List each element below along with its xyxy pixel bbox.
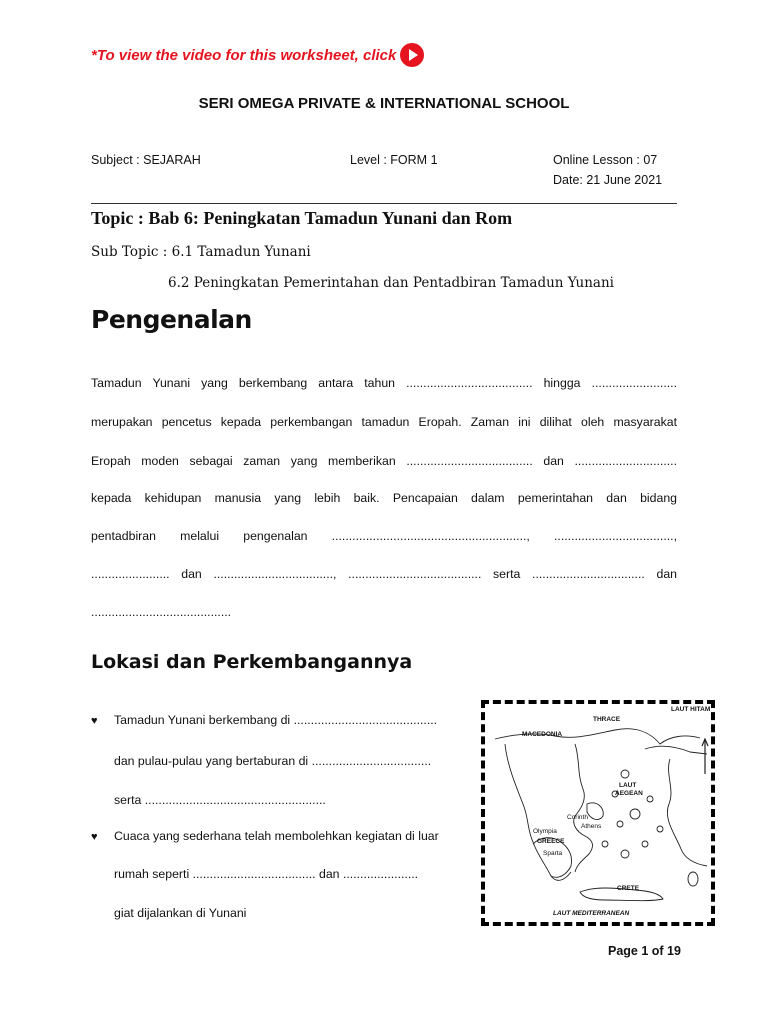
greece-map [481, 700, 715, 926]
pengenalan-line: Eropah moden sebagai zaman yang memberikan ..................................... dan .............................. [91, 454, 677, 468]
map-label: MACEDONIA [522, 731, 563, 738]
map-label: AEGEAN [615, 790, 643, 797]
map-label: GREECE [537, 838, 565, 845]
bullet-continuation: serta ..................................................... [114, 793, 326, 807]
pengenalan-line: pentadbiran melalui pengenalan ........................................................., ..................................., [91, 529, 677, 543]
bullet-text: Cuaca yang sederhana telah membolehkan kegiatan di luar [114, 829, 439, 843]
list-item [91, 713, 437, 727]
topic-title: Topic : Bab 6: Peningkatan Tamadun Yunani dan Rom [91, 208, 513, 228]
page-number [608, 944, 681, 958]
heart-icon: ♥ [91, 831, 98, 843]
bullet-continuation: dan pulau-pulau yang bertaburan di ................................... [114, 754, 432, 768]
video-link-text: *To view the video for this worksheet, click [91, 46, 397, 64]
school-name: SERI OMEGA PRIVATE & INTERNATIONAL SCHOOL [198, 95, 570, 112]
map-label: Athens [581, 823, 602, 830]
video-link[interactable] [91, 43, 424, 67]
divider [91, 203, 677, 204]
pengenalan-line: ....................... dan ..................................., ....................................... serta ................................. dan [91, 567, 677, 581]
subtopic-1: Sub Topic : 6.1 Tamadun Yunani [91, 244, 311, 260]
page-number-text: Page 1 of 19 [608, 944, 681, 958]
pengenalan-line: ......................................... [91, 605, 232, 619]
map-label: LAUT HITAM [671, 706, 711, 713]
bullet-continuation: rumah seperti .................................... dan ...................... [114, 867, 419, 881]
subject-label: Subject : SEJARAH [91, 153, 201, 167]
pengenalan-line: Tamadun Yunani yang berkembang antara tahun ..................................... hingga ......................... [91, 376, 677, 390]
map-label: CRETE [617, 885, 640, 892]
bullet-text: Tamadun Yunani berkembang di .......................................... [114, 713, 438, 727]
map-drawing [485, 704, 711, 922]
map-label: THRACE [593, 716, 621, 723]
play-icon[interactable] [400, 43, 424, 67]
map-label: Sparta [543, 850, 563, 857]
list-item [91, 829, 439, 843]
map-label: Olympia [533, 828, 557, 835]
map-label: LAUT [619, 782, 637, 789]
heart-icon: ♥ [91, 715, 98, 727]
lesson-label: Online Lesson : 07 [553, 153, 658, 167]
map-label: Corinth [567, 814, 588, 821]
date-label: Date: 21 June 2021 [553, 173, 663, 187]
pengenalan-line: merupakan pencetus kepada perkembangan tamadun Eropah. Zaman ini dilihat oleh masyarakat [91, 415, 677, 429]
pengenalan-line: kepada kehidupan manusia yang lebih baik. Pencapaian dalam pemerintahan dan bidang [91, 491, 677, 505]
map-label: LAUT MEDITERRANEAN [553, 910, 630, 917]
pengenalan-heading: Pengenalan [91, 305, 252, 334]
bullet-continuation: giat dijalankan di Yunani [114, 906, 247, 920]
subtopic-2: 6.2 Peningkatan Pemerintahan dan Pentadbiran Tamadun Yunani [168, 275, 614, 291]
level-label: Level : FORM 1 [350, 153, 438, 167]
lokasi-heading: Lokasi dan Perkembangannya [91, 651, 413, 673]
